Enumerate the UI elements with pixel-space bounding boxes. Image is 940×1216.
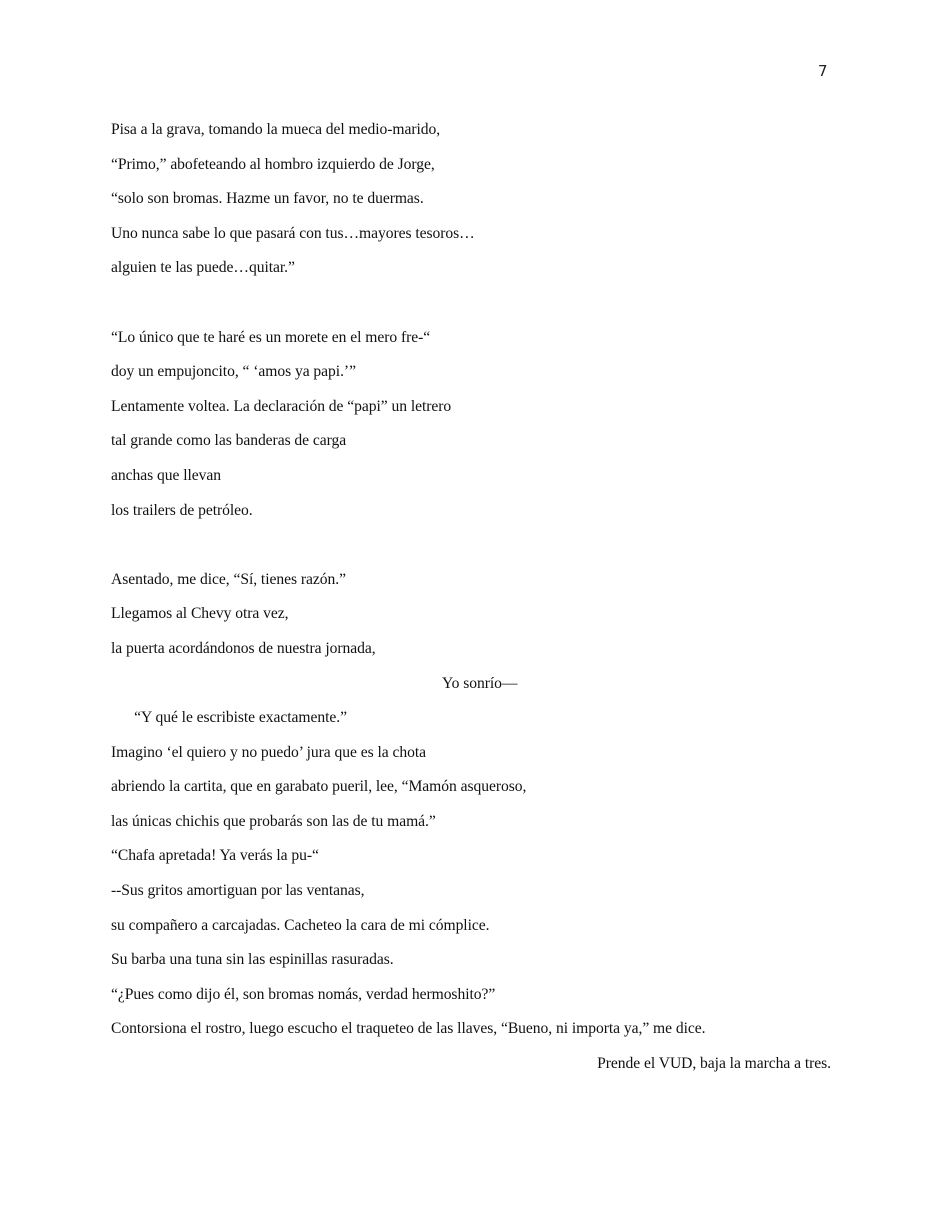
poem-line: “Primo,” abofeteando al hombro izquierdo de Jorge,: [111, 155, 435, 173]
split-line-right: Yo sonrío—: [442, 674, 518, 692]
poem-closing-line: Prende el VUD, baja la marcha a tres.: [597, 1055, 831, 1073]
poem-line: la puerta acordándonos de nuestra jornada,: [111, 639, 376, 657]
stanza-2: [111, 321, 831, 529]
poem-line: Asentado, me dice, “Sí, tienes razón.”: [111, 570, 346, 588]
poem-line: alguien te las puede…quitar.”: [111, 259, 295, 277]
poem-line: abriendo la cartita, que en garabato pueril, lee, “Mamón asqueroso,: [111, 778, 527, 796]
page-number: 7: [818, 62, 828, 80]
poem-line: “Chafa apretada! Ya verás la pu-“: [111, 847, 319, 865]
poem-line: su compañero a carcajadas. Cacheteo la cara de mi cómplice.: [111, 916, 490, 934]
poem-line: doy un empujoncito, “ ‘amos ya papi.’”: [111, 363, 356, 381]
stanza-break: [111, 286, 831, 321]
poem-line: tal grande como las banderas de carga: [111, 432, 347, 450]
poem-line: los trailers de petróleo.: [111, 501, 253, 519]
poem-line: Su barba una tuna sin las espinillas rasuradas.: [111, 951, 394, 969]
poem-body: [111, 113, 831, 1082]
poem-line: “¿Pues como dijo él, son bromas nomás, verdad hermoshito?”: [111, 985, 496, 1003]
poem-line: Imagino ‘el quiero y no puedo’ jura que es la chota: [111, 743, 426, 761]
poem-split-line: [111, 667, 831, 727]
stanza-break: [111, 528, 831, 563]
poem-line: “Lo único que te haré es un morete en el mero fre-“: [111, 328, 431, 346]
poem-line: Lentamente voltea. La declaración de “papi” un letrero: [111, 397, 452, 415]
stanza-1: [111, 113, 831, 286]
split-line-left: “Y qué le escribiste exactamente.”: [134, 709, 347, 727]
poem-line: Contorsiona el rostro, luego escucho el traqueteo de las llaves, “Bueno, ni importa ya,” me dice.: [111, 1020, 706, 1038]
poem-line: --Sus gritos amortiguan por las ventanas,: [111, 882, 365, 900]
poem-line: Uno nunca sabe lo que pasará con tus…mayores tesoros…: [111, 224, 475, 242]
poem-line: Llegamos al Chevy otra vez,: [111, 605, 289, 623]
poem-line: “solo son bromas. Hazme un favor, no te duermas.: [111, 190, 424, 208]
poem-line: anchas que llevan: [111, 466, 221, 484]
poem-line: Pisa a la grava, tomando la mueca del medio-marido,: [111, 121, 441, 138]
stanza-3: [111, 563, 831, 727]
stanza-4: [111, 736, 831, 1082]
poem-line: las únicas chichis que probarás son las de tu mamá.”: [111, 812, 436, 830]
